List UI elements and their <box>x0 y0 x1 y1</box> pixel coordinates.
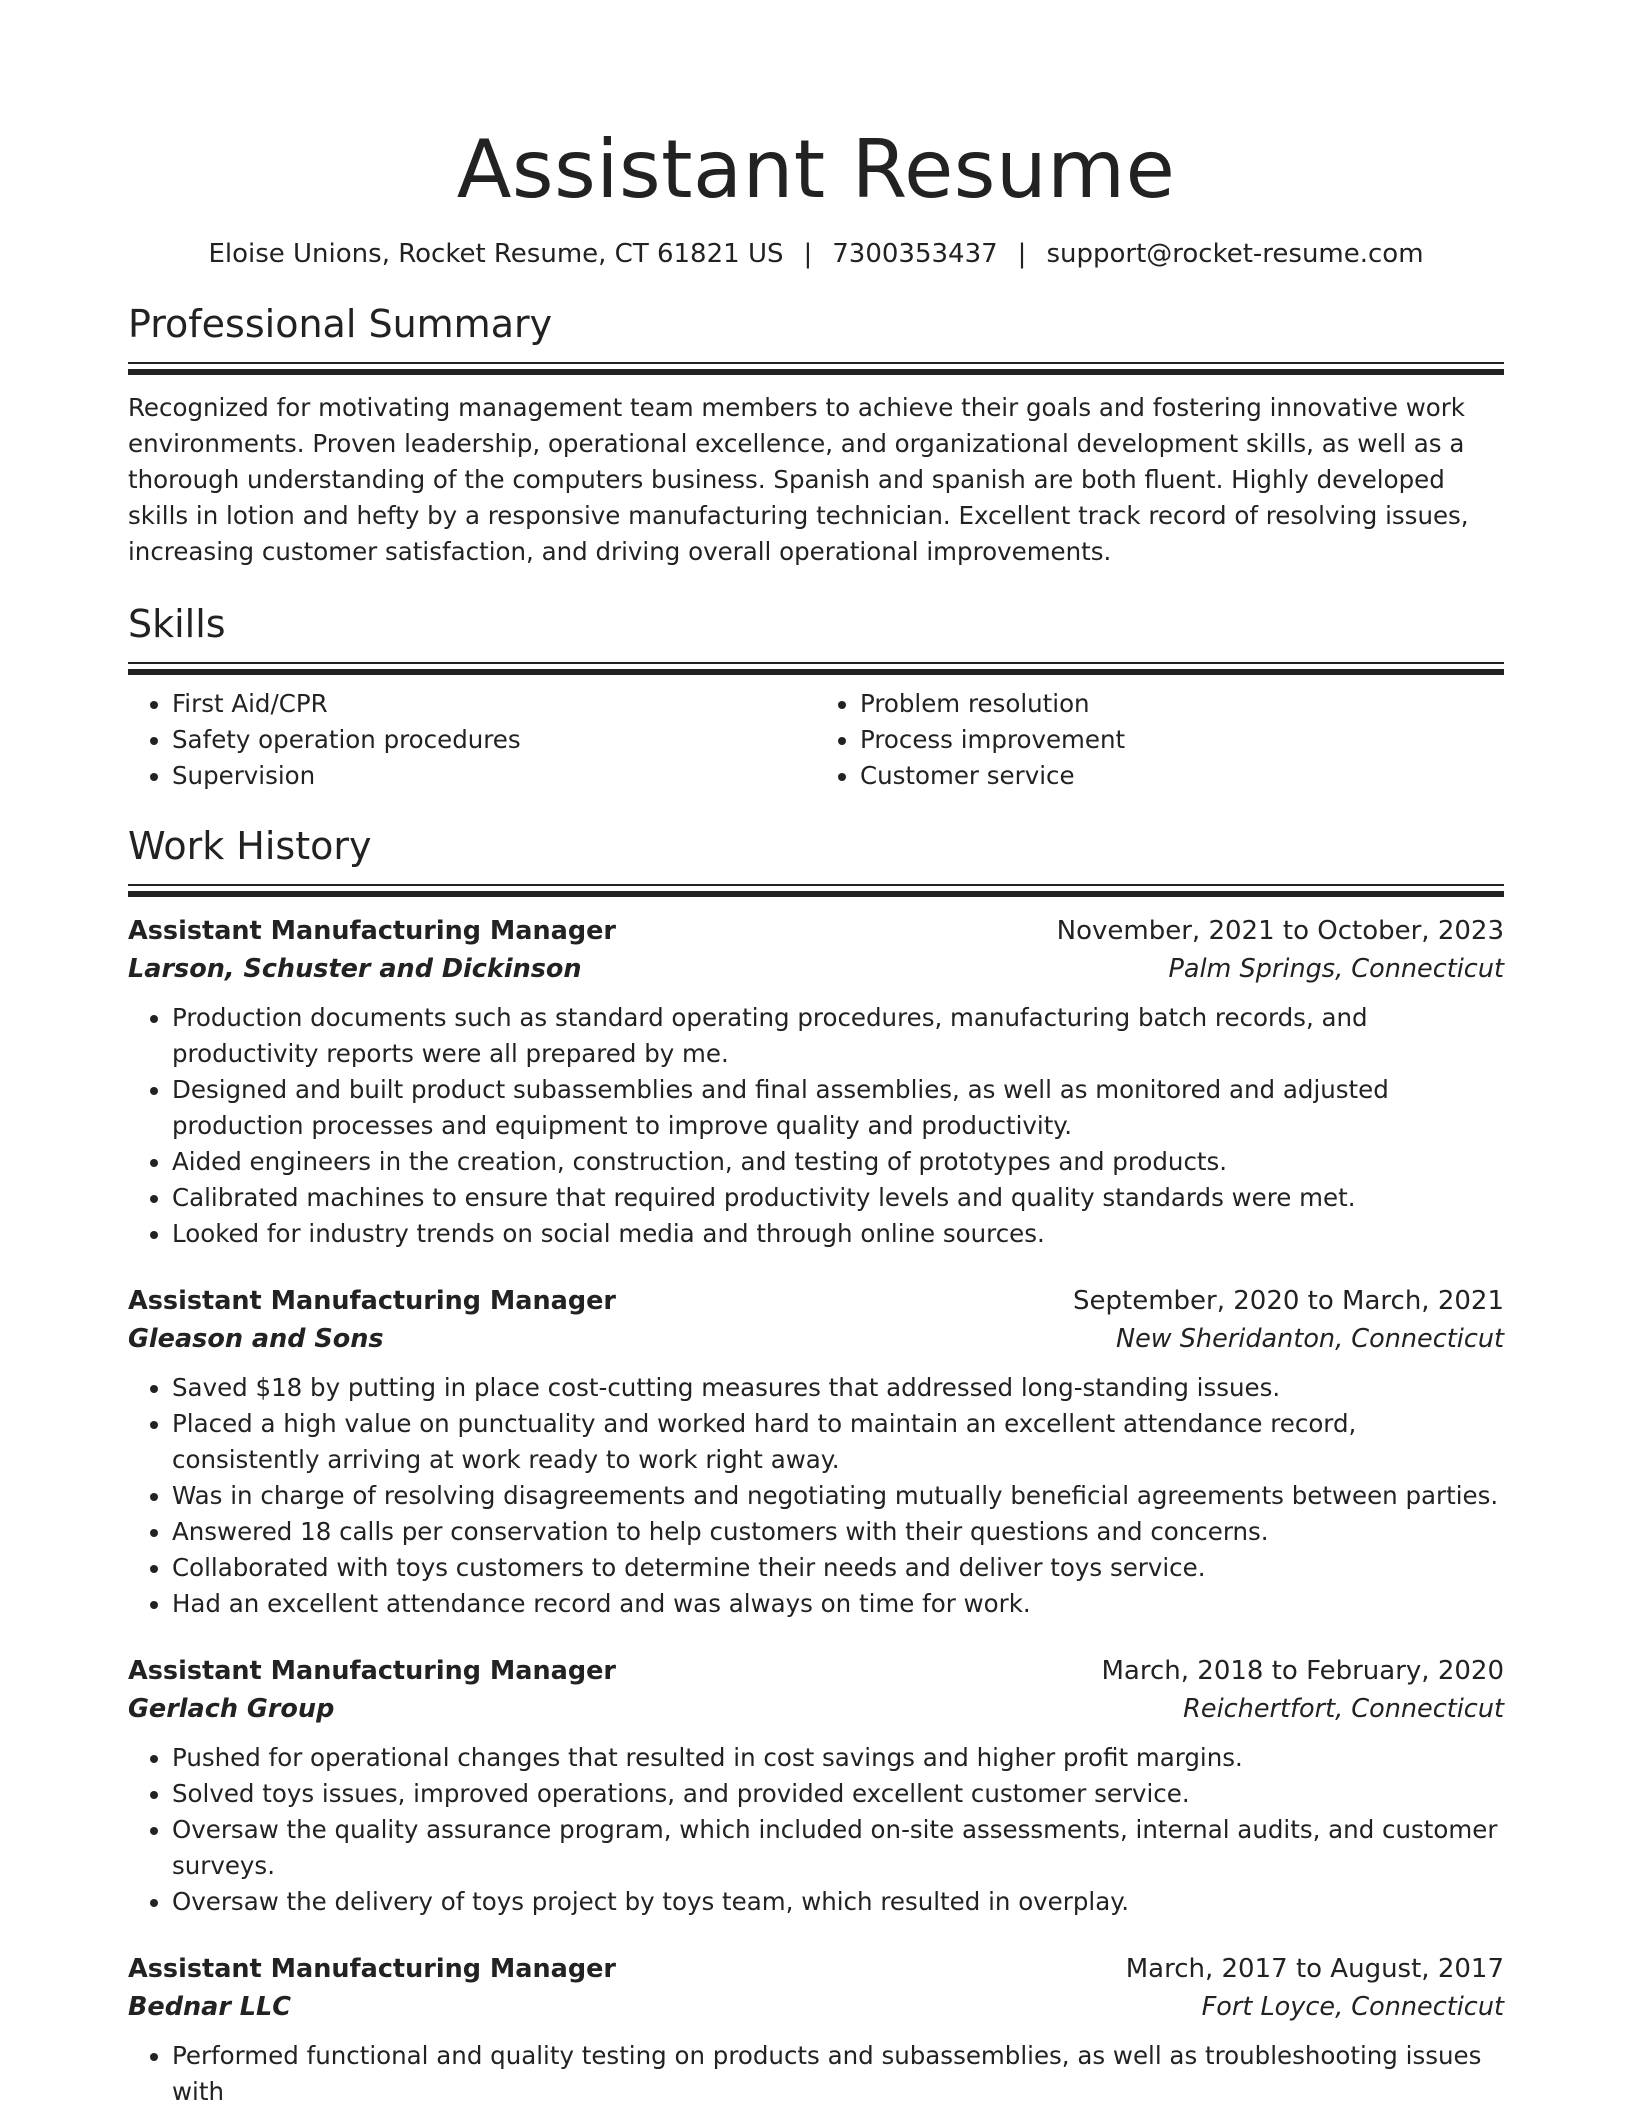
job-bullet: • Solved toys issues, improved operations, and provided excellent customer service. <box>172 1776 1504 1812</box>
job-header <box>128 1282 1504 1320</box>
section-divider <box>128 662 1504 672</box>
job-entry <box>128 1652 1504 1920</box>
summary-section <box>128 300 1504 570</box>
work-history-section <box>128 822 1504 2110</box>
job-entry <box>128 1950 1504 2110</box>
skill-item: • First Aid/CPR <box>172 686 816 722</box>
job-bullet: • Was in charge of resolving disagreements and negotiating mutually beneficial agreements between parties. <box>172 1478 1504 1514</box>
job-bullet: • Calibrated machines to ensure that required productivity levels and quality standards were met. <box>172 1180 1504 1216</box>
contact-phone: 7300353437 <box>832 239 998 269</box>
job-bullets <box>128 1370 1504 1622</box>
job-header <box>128 912 1504 950</box>
job-title: Assistant Manufacturing Manager <box>128 1954 616 1984</box>
job-subheader <box>128 950 1504 988</box>
contact-email[interactable]: support@rocket-resume.com <box>1046 239 1424 269</box>
job-title: Assistant Manufacturing Manager <box>128 916 616 946</box>
job-bullets <box>128 1000 1504 1252</box>
skills-section <box>128 600 1504 794</box>
contact-separator: | <box>1017 239 1027 269</box>
job-bullet: • Oversaw the delivery of toys project by toys team, which resulted in overplay. <box>172 1884 1504 1920</box>
summary-text: Recognized for motivating management team members to achieve their goals and fostering innovative work environments. Proven leadership, operational excellence, and organizational development skills, as well as a thorough understanding of the computers business. Spanish and spanish are both fluent. Highly developed skills in lotion and hefty by a responsive manufacturing technician. Excellent track record of resolving issues, increasing customer satisfaction, and driving overall operational improvements. <box>128 393 1469 566</box>
skill-item: • Process improvement <box>860 722 1504 758</box>
section-title-work-history: Work History <box>128 824 372 868</box>
job-location: Reichertfort, Connecticut <box>1183 1694 1504 1724</box>
job-header <box>128 1652 1504 1690</box>
job-bullet: • Had an excellent attendance record and was always on time for work. <box>172 1586 1504 1622</box>
contact-separator: | <box>803 239 813 269</box>
job-location: New Sheridanton, Connecticut <box>1116 1324 1504 1354</box>
job-bullet: • Designed and built product subassemblies and final assemblies, as well as monitored and adjusted production processes and equipment to improve quality and productivity. <box>172 1072 1504 1144</box>
job-subheader <box>128 1320 1504 1358</box>
job-dates: March, 2018 to February, 2020 <box>1101 1656 1504 1686</box>
job-bullet: • Placed a high value on punctuality and worked hard to maintain an excellent attendance record, consistently arriving at work ready to work right away. <box>172 1406 1504 1478</box>
job-bullet: • Looked for industry trends on social media and through online sources. <box>172 1216 1504 1252</box>
resume-title: Assistant Resume <box>456 123 1176 216</box>
skill-item: • Supervision <box>172 758 816 794</box>
job-company: Gleason and Sons <box>128 1324 384 1354</box>
job-title: Assistant Manufacturing Manager <box>128 1656 616 1686</box>
section-title-summary: Professional Summary <box>128 302 553 346</box>
job-bullet: • Pushed for operational changes that resulted in cost savings and higher profit margins. <box>172 1740 1504 1776</box>
contact-address: Eloise Unions, Rocket Resume, CT 61821 US <box>208 239 784 269</box>
skills-column-left <box>128 686 816 794</box>
job-dates: November, 2021 to October, 2023 <box>1056 916 1504 946</box>
job-bullet: • Performed functional and quality testing on products and subassemblies, as well as troubleshooting issues with <box>172 2038 1504 2110</box>
skill-item: • Safety operation procedures <box>172 722 816 758</box>
section-divider <box>128 884 1504 894</box>
job-bullet: • Collaborated with toys customers to determine their needs and deliver toys service. <box>172 1550 1504 1586</box>
job-company: Bednar LLC <box>128 1992 292 2022</box>
job-location: Fort Loyce, Connecticut <box>1201 1992 1504 2022</box>
job-bullet: • Saved $18 by putting in place cost-cutting measures that addressed long-standing issues. <box>172 1370 1504 1406</box>
job-entry <box>128 912 1504 1252</box>
job-bullet: • Answered 18 calls per conservation to help customers with their questions and concerns. <box>172 1514 1504 1550</box>
skill-item: • Problem resolution <box>860 686 1504 722</box>
job-bullet: • Oversaw the quality assurance program, which included on-site assessments, internal audits, and customer surveys. <box>172 1812 1504 1884</box>
job-location: Palm Springs, Connecticut <box>1168 954 1504 984</box>
skills-column-right <box>816 686 1504 794</box>
job-company: Gerlach Group <box>128 1694 335 1724</box>
job-header <box>128 1950 1504 1988</box>
contact-line <box>128 236 1504 272</box>
job-bullet: • Production documents such as standard operating procedures, manufacturing batch records, and productivity reports were all prepared by me. <box>172 1000 1504 1072</box>
resume-page <box>128 0 1504 2110</box>
skill-item: • Customer service <box>860 758 1504 794</box>
job-bullets <box>128 1740 1504 1920</box>
job-title: Assistant Manufacturing Manager <box>128 1286 616 1316</box>
section-title-skills: Skills <box>128 602 226 646</box>
job-dates: March, 2017 to August, 2017 <box>1125 1954 1504 1984</box>
job-bullets <box>128 2038 1504 2110</box>
skills-list <box>128 686 1504 794</box>
job-subheader <box>128 1988 1504 2026</box>
section-divider <box>128 362 1504 372</box>
job-bullet: • Aided engineers in the creation, construction, and testing of prototypes and products. <box>172 1144 1504 1180</box>
job-entry <box>128 1282 1504 1622</box>
job-company: Larson, Schuster and Dickinson <box>128 954 582 984</box>
job-subheader <box>128 1690 1504 1728</box>
job-dates: September, 2020 to March, 2021 <box>1073 1286 1504 1316</box>
